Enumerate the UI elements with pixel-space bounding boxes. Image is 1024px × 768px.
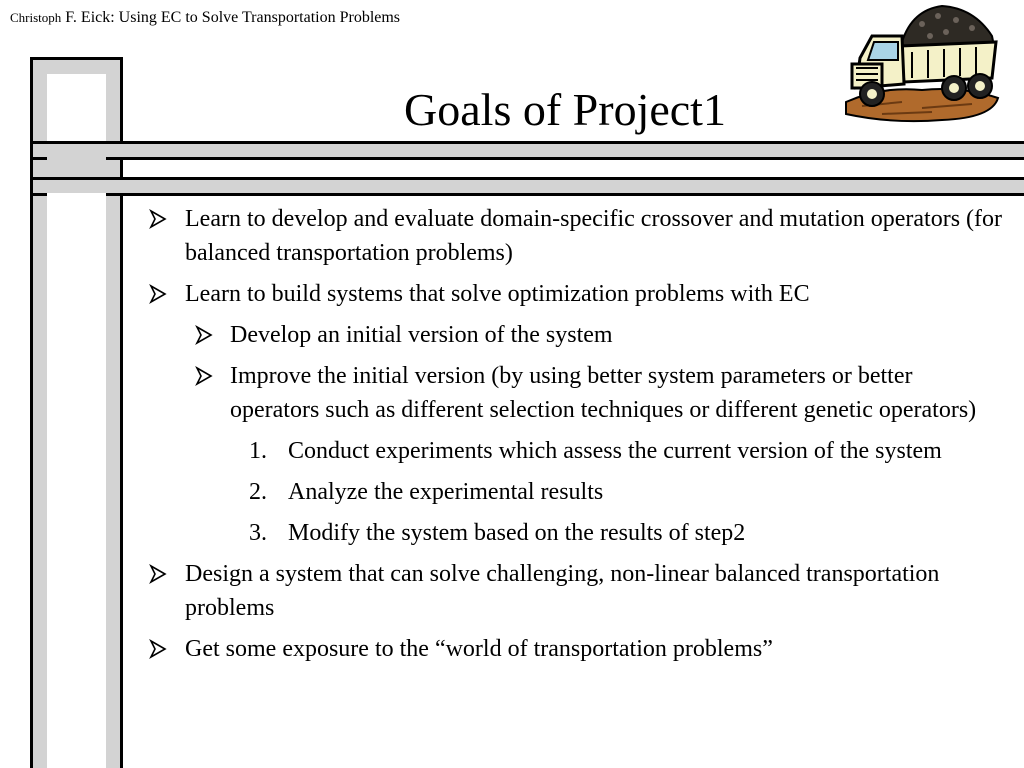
- list-item: [145, 516, 1005, 550]
- list-item-text: Learn to develop and evaluate domain-specific crossover and mutation operators (for balanced transportation problems): [185, 206, 1003, 266]
- list-item-text: Get some exposure to the “world of transportation problems”: [185, 636, 773, 662]
- list-item: [145, 202, 1005, 270]
- frame-top-window: [47, 74, 106, 141]
- arrow-bullet-icon: [149, 202, 167, 236]
- list-item-text: Modify the system based on the results of step2: [288, 520, 746, 546]
- list-item-text: Conduct experiments which assess the current version of the system: [288, 438, 942, 464]
- list-item: [145, 632, 1005, 666]
- list-item-number: 2.: [249, 479, 267, 505]
- arrow-bullet-icon: [195, 318, 213, 352]
- dump-truck-icon: [842, 2, 1002, 126]
- slide-title: Goals of Project1: [404, 84, 726, 135]
- list-item-number: 3.: [249, 520, 267, 546]
- arrow-bullet-icon: [149, 557, 167, 591]
- list-item: [145, 557, 1005, 625]
- frame-lower-window: [47, 193, 106, 768]
- list-item: [145, 359, 1005, 427]
- list-item: [145, 277, 1005, 311]
- list-item-text: Learn to build systems that solve optimization problems with EC: [185, 281, 810, 307]
- arrow-bullet-icon: [149, 632, 167, 666]
- frame-upper-bar-fill: [33, 144, 1024, 157]
- list-item-text: Design a system that can solve challenging, non-linear balanced transportation problems: [185, 561, 940, 621]
- arrow-bullet-icon: [195, 359, 213, 393]
- arrow-bullet-icon: [149, 277, 167, 311]
- bullet-list: [145, 202, 1005, 673]
- list-item-text: Develop an initial version of the system: [230, 322, 613, 348]
- list-item: [145, 434, 1005, 468]
- list-item: [145, 318, 1005, 352]
- list-item-text: Analyze the experimental results: [288, 479, 604, 505]
- header-author-first: Christoph: [10, 10, 62, 25]
- list-item: [145, 475, 1005, 509]
- frame-gap-fill: [47, 157, 106, 177]
- header-text: F. Eick: Using EC to Solve Transportation Problems: [65, 9, 401, 26]
- list-item-number: 1.: [249, 438, 267, 464]
- slide-header: [10, 9, 400, 27]
- frame-lower-bar-fill: [33, 180, 1024, 193]
- list-item-text: Improve the initial version (by using better system parameters or better operators such as different selection techniques or different genetic operators): [230, 363, 977, 423]
